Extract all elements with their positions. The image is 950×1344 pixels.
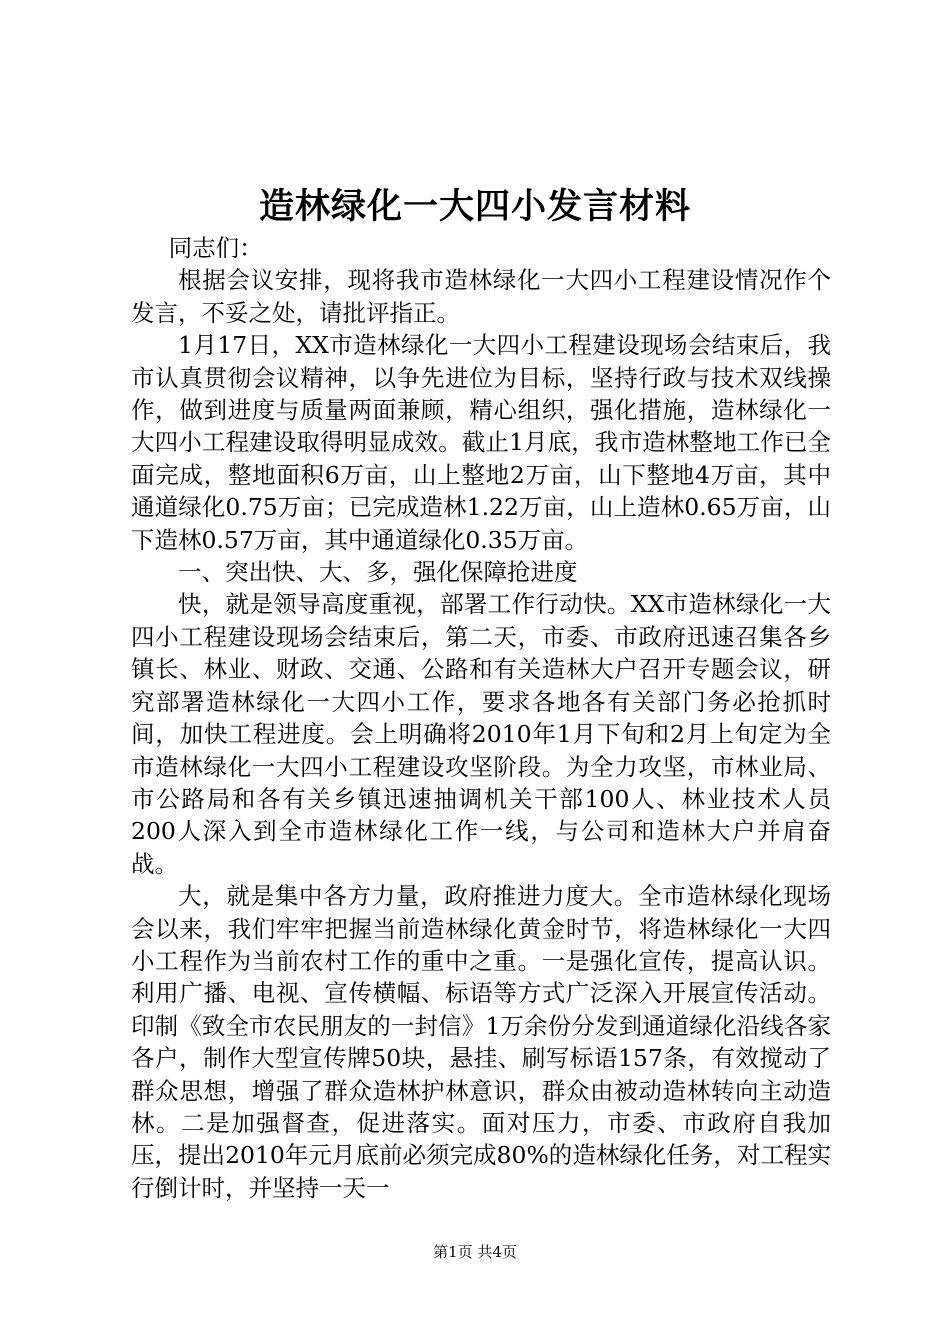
paragraph: 根据会议安排，现将我市造林绿化一大四小工程建设情况作个发言，不妥之处，请批评指正。	[131, 266, 831, 327]
paragraph: 大，就是集中各方力量，政府推进力度大。全市造林绿化现场会以来，我们牢牢把握当前造林绿化黄金时节，将造林绿化一大四小工程作为当前农村工作的重中之重。一是强化宣传，提高认识。利用广播、电视、宣传横幅、标语等方式广泛深入开展宣传活动。印制《致全市农民朋友的一封信》1万余份分发到通道绿化沿线各家各户，制作大型宣传牌50块，悬挂、刷写标语157条，有效搅动了群众思想，增强了群众造林护林意识，群众由被动造林转向主动造林。二是加强督查，促进落实。面对压力，市委、市政府自我加压，提出2010年元月底前必须完成80%的造林绿化任务，对工程实行倒计时，并坚持一天一	[131, 882, 831, 1202]
paragraph: 1月17日，XX市造林绿化一大四小工程建设现场会结束后，我市认真贯彻会议精神，以争先进位为目标，坚持行政与技术双线操作，做到进度与质量两面兼顾，精心组织，强化措施，造林绿化一大四小工程建设取得明显成效。截止1月底，我市造林整地工作已全面完成，整地面积6万亩，山上整地2万亩，山下整地4万亩，其中通道绿化0.75万亩；已完成造林1.22万亩，山上造林0.65万亩，山下造林0.57万亩，其中通道绿化0.35万亩。	[131, 331, 831, 554]
page-footer: 第1页 共4页	[433, 1243, 517, 1261]
paragraph: 快，就是领导高度重视，部署工作行动快。XX市造林绿化一大四小工程建设现场会结束后，第二天，市委、市政府迅速召集各乡镇长、林业、财政、交通、公路和有关造林大户召开专题会议，研究部署造林绿化一大四小工作，要求各地各有关部门务必抢抓时间，加快工程进度。会上明确将2010年1月下旬和2月上旬定为全市造林绿化一大四小工程建设攻坚阶段。为全力攻坚，市林业局、市公路局和各有关乡镇迅速抽调机关干部100人、林业技术人员200人深入到全市造林绿化工作一线，与公司和造林大户并肩奋战。	[131, 590, 831, 878]
paragraph-greeting: 同志们：	[168, 234, 263, 262]
section-heading: 一、突出快、大、多，强化保障抢进度	[178, 558, 578, 587]
document-body	[131, 232, 831, 1204]
document-title: 造林绿化一大四小发言材料	[258, 186, 691, 227]
